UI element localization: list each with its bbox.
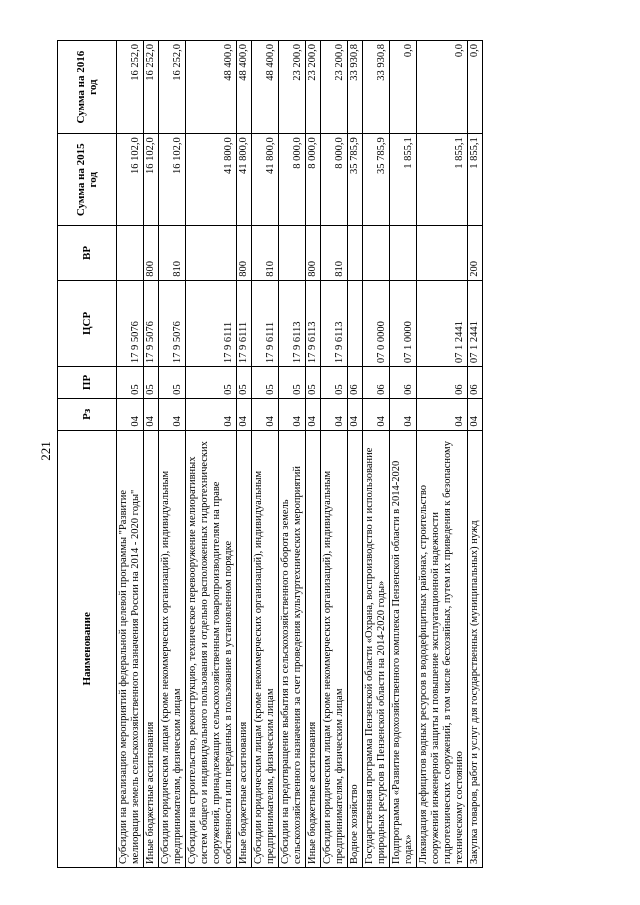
cell-vr: 810 [159,226,186,281]
cell-sum-2015: 8 000,0 [279,134,306,226]
cell-pr: 06 [363,367,390,399]
cell-name: Водное хозяйство [348,430,363,867]
cell-vr [417,226,468,281]
table-row [279,41,306,868]
header-pr: ПР [58,367,117,399]
table-row [159,41,186,868]
cell-csr: 17 9 6111 [186,280,237,366]
cell-name: Субсидии на строительство, реконструкцию, техническое перевооружение мелиоративных систем общего и индивидуального пользования и отдельно расположенных гидротехнических сооружений, принадлежащих сельскохозяйственным товаропроизводителям на праве собственности или переданных в пользование в установленном порядке [186,430,237,867]
cell-csr: 17 9 6113 [279,280,306,366]
cell-pr: 05 [117,367,144,399]
header-sum-2015: Сумма на 2015 год [58,134,117,226]
cell-name: Субсидии юридическим лицам (кроме некоммерческих организаций), индивидуальным предпринимателям, физическим лицам [159,430,186,867]
header-name: Наименование [58,430,117,867]
header-rz: Рз [58,398,117,430]
cell-pr: 05 [237,367,252,399]
table-row [348,41,363,868]
cell-pr: 05 [144,367,159,399]
cell-sum-2016: 23 200,0 [306,41,321,134]
cell-sum-2016: 23 200,0 [321,41,348,134]
cell-name: Субсидии на предотвращение выбытия из сельскохозяйственного оборота земель сельскохозяйственного назначения за счет проведения культуртехнических мероприятий [279,430,306,867]
cell-sum-2016: 48 400,0 [186,41,237,134]
rotated-table-container [57,40,550,868]
table-row [468,41,483,868]
cell-sum-2016: 0,0 [390,41,417,134]
cell-csr: 07 0 0000 [363,280,390,366]
cell-name: Подпрограмма «Развитие водохозяйственного комплекса Пензенской области в 2014-2020 годах» [390,430,417,867]
cell-rz: 04 [468,398,483,430]
table-row [186,41,237,868]
cell-sum-2015: 1 855,1 [390,134,417,226]
budget-table [57,40,483,868]
table-row [363,41,390,868]
cell-name: Субсидии юридическим лицам (кроме некоммерческих организаций), индивидуальным предпринимателям, физическим лицам [252,430,279,867]
cell-vr: 800 [237,226,252,281]
cell-csr: 17 9 6113 [321,280,348,366]
cell-sum-2016: 48 400,0 [237,41,252,134]
cell-sum-2015: 35 785,9 [363,134,390,226]
cell-rz: 04 [237,398,252,430]
cell-rz: 04 [159,398,186,430]
cell-name: Иные бюджетные ассигнования [144,430,159,867]
cell-pr: 05 [279,367,306,399]
cell-csr: 07 1 2441 [417,280,468,366]
cell-pr: 06 [417,367,468,399]
header-csr: ЦСР [58,280,117,366]
cell-csr [348,280,363,366]
cell-sum-2016: 0,0 [417,41,468,134]
cell-sum-2016: 16 252,0 [144,41,159,134]
table-row [417,41,468,868]
cell-name: Иные бюджетные ассигнования [306,430,321,867]
cell-sum-2015: 41 800,0 [186,134,237,226]
cell-sum-2016: 48 400,0 [252,41,279,134]
cell-rz: 04 [363,398,390,430]
cell-pr: 05 [321,367,348,399]
cell-sum-2015: 35 785,9 [348,134,363,226]
cell-sum-2016: 33 930,8 [348,41,363,134]
table-header-row [58,41,117,868]
cell-sum-2016: 16 252,0 [117,41,144,134]
cell-csr: 17 9 6111 [237,280,252,366]
cell-vr: 800 [144,226,159,281]
cell-sum-2015: 1 855,1 [468,134,483,226]
cell-rz: 04 [390,398,417,430]
table-row [237,41,252,868]
cell-rz: 04 [348,398,363,430]
table-row [306,41,321,868]
cell-csr: 17 9 5076 [144,280,159,366]
header-vr: ВР [58,226,117,281]
cell-name: Ликвидация дефицитов водных ресурсов в вододефицитных районах, строительство сооружений инженерной защиты и повышение эксплуатационной надежности гидротехнических сооружений, в том числе бесхозяйных, путем их приведения к безопасному техническому состоянию [417,430,468,867]
cell-csr: 17 9 6113 [306,280,321,366]
cell-pr: 05 [306,367,321,399]
cell-rz: 04 [252,398,279,430]
cell-sum-2016: 33 930,8 [363,41,390,134]
cell-sum-2016: 23 200,0 [279,41,306,134]
cell-csr: 17 9 5076 [159,280,186,366]
cell-name: Субсидии на реализацию мероприятий федеральной целевой программы "Развитие мелиорации земель сельскохозяйственного назначения России на 2014 - 2020 годы" [117,430,144,867]
cell-sum-2015: 16 102,0 [144,134,159,226]
cell-pr: 05 [159,367,186,399]
cell-vr: 810 [252,226,279,281]
table-row [144,41,159,868]
cell-name: Иные бюджетные ассигнования [237,430,252,867]
cell-pr: 05 [186,367,237,399]
cell-vr [390,226,417,281]
cell-pr: 06 [390,367,417,399]
table-row [390,41,417,868]
cell-sum-2015: 8 000,0 [321,134,348,226]
cell-csr: 07 1 0000 [390,280,417,366]
cell-vr [279,226,306,281]
cell-name: Субсидии юридическим лицам (кроме некоммерческих организаций), индивидуальным предпринимателям, физическим лицам [321,430,348,867]
cell-sum-2016: 16 252,0 [159,41,186,134]
cell-csr: 07 1 2441 [468,280,483,366]
cell-vr: 800 [306,226,321,281]
cell-pr: 05 [252,367,279,399]
table-row [321,41,348,868]
page-number: 221 [37,441,53,461]
cell-csr: 17 9 5076 [117,280,144,366]
cell-vr [117,226,144,281]
cell-pr: 06 [468,367,483,399]
cell-sum-2016: 0,0 [468,41,483,134]
table-row [252,41,279,868]
cell-pr: 06 [348,367,363,399]
cell-name: Закупка товаров, работ и услуг для государственных (муниципальных) нужд [468,430,483,867]
cell-sum-2015: 16 102,0 [159,134,186,226]
cell-sum-2015: 41 800,0 [252,134,279,226]
cell-rz: 04 [279,398,306,430]
header-sum-2016: Сумма на 2016 год [58,41,117,134]
cell-vr: 200 [468,226,483,281]
cell-sum-2015: 16 102,0 [117,134,144,226]
cell-vr [363,226,390,281]
cell-rz: 04 [144,398,159,430]
cell-sum-2015: 41 800,0 [237,134,252,226]
cell-rz: 04 [117,398,144,430]
table-row [117,41,144,868]
cell-rz: 04 [321,398,348,430]
cell-rz: 04 [306,398,321,430]
cell-csr: 17 9 6111 [252,280,279,366]
cell-name: Государственная программа Пензенской области «Охрана, воспроизводство и использование природных ресурсов в Пензенской области на 2014-2020 годы» [363,430,390,867]
cell-vr [186,226,237,281]
cell-vr: 810 [321,226,348,281]
cell-sum-2015: 8 000,0 [306,134,321,226]
cell-sum-2015: 1 855,1 [417,134,468,226]
cell-rz: 04 [417,398,468,430]
cell-vr [348,226,363,281]
cell-rz: 04 [186,398,237,430]
